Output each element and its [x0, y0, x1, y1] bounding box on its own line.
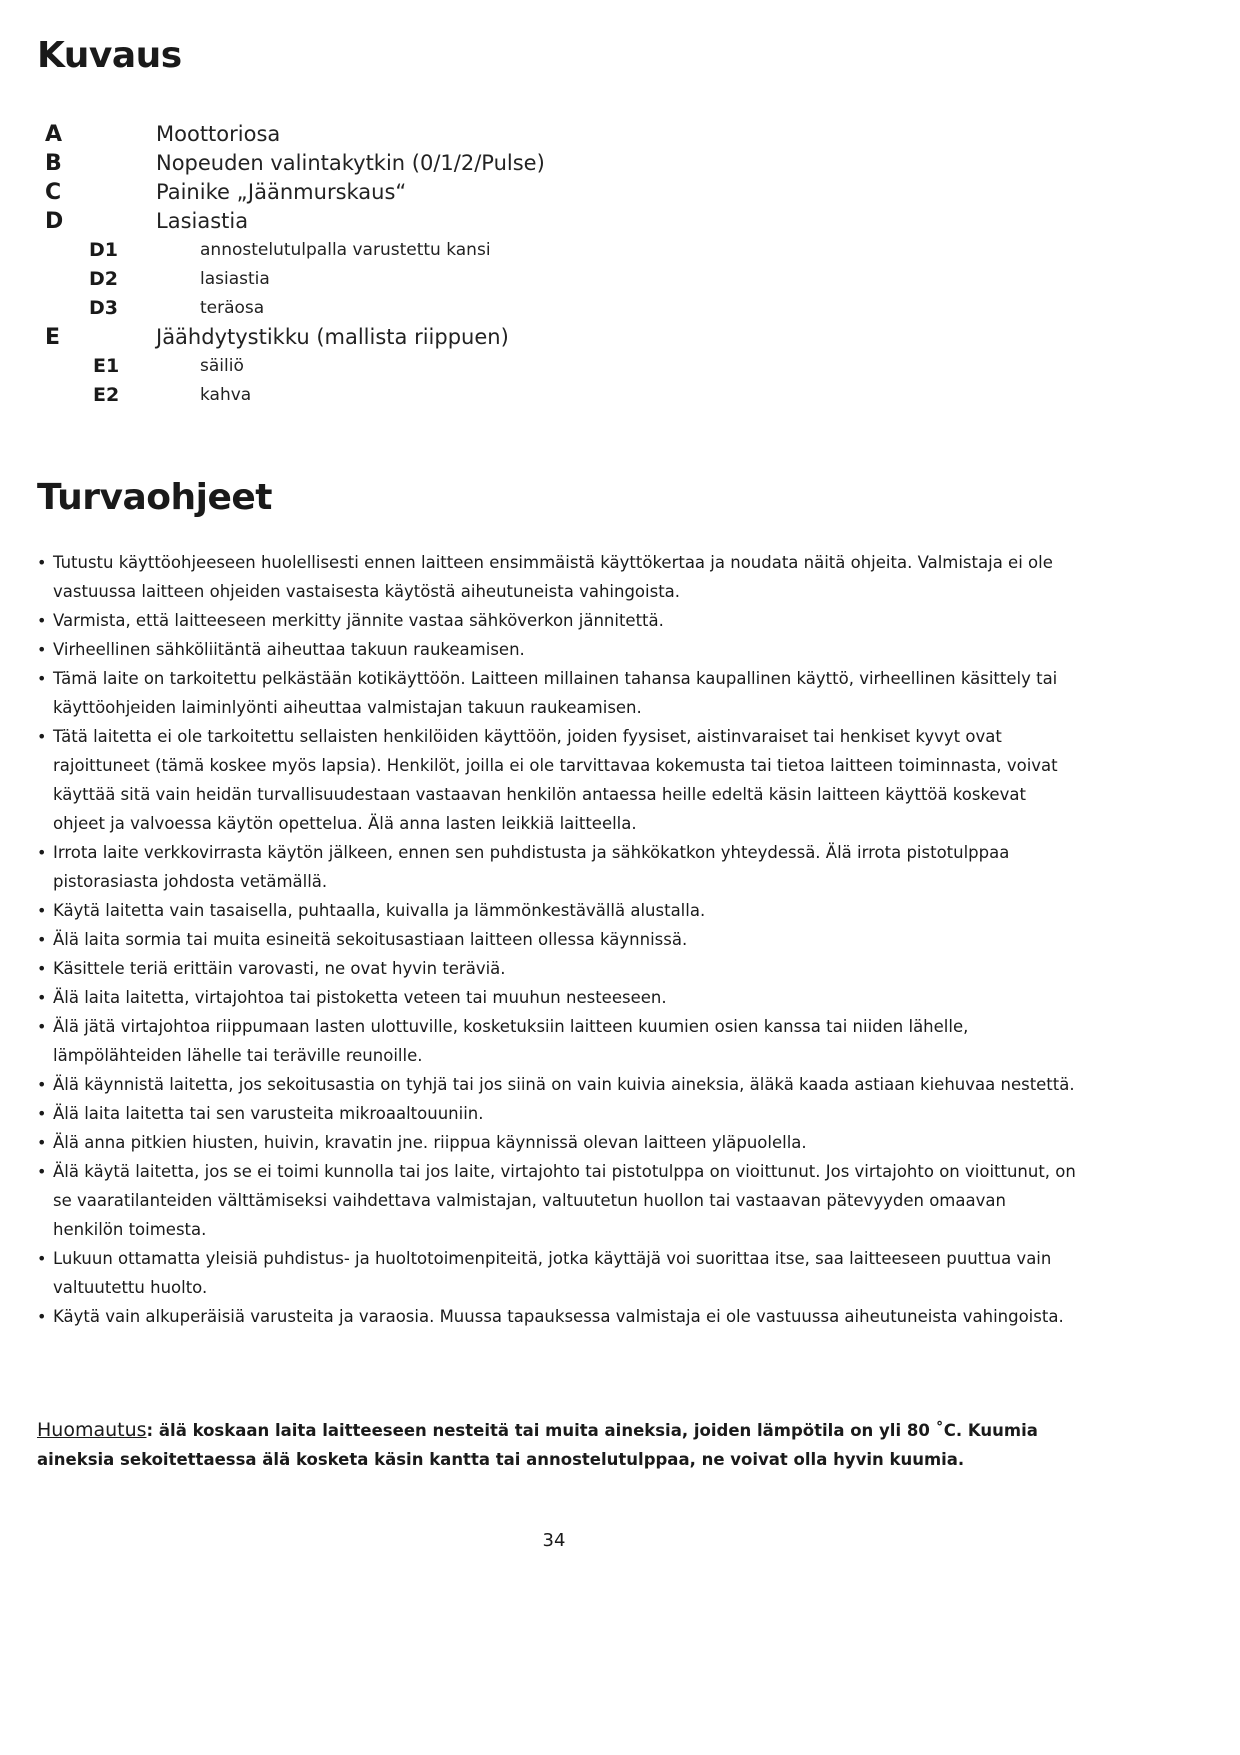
note-colon: : [146, 1421, 154, 1440]
safety-item: • Älä jätä virtajohtoa riippumaan lasten ulottuville, kosketuksiin laitteen kuumien osien kanssa tai niiden lähelle, lämpölähteiden lähelle tai teräville reunoille. [37, 1012, 1077, 1070]
section-title-kuvaus: Kuvaus [37, 35, 182, 76]
subpart-letter: D3 [89, 297, 118, 319]
subpart-item-d3 [0, 294, 700, 323]
subpart-item-e1 [0, 352, 700, 381]
safety-item: • Varmista, että laitteeseen merkitty jännite vastaa sähköverkon jännitettä. [37, 606, 1077, 635]
part-item-c [0, 178, 700, 207]
safety-item: • Älä laita sormia tai muita esineitä sekoitusastiaan laitteen ollessa käynnissä. [37, 925, 1077, 954]
page-number: 34 [542, 1530, 566, 1551]
section-title-turvaohjeet: Turvaohjeet [37, 477, 272, 518]
warning-note [37, 1416, 1077, 1474]
safety-item: • Lukuun ottamatta yleisiä puhdistus- ja huoltotoimenpiteitä, jotka käyttäjä voi suorittaa itse, saa laitteeseen puuttua vain valtuutettu huolto. [37, 1244, 1077, 1302]
subpart-item-e2 [0, 381, 700, 410]
part-letter: E [45, 325, 61, 350]
safety-item: • Käsittele teriä erittäin varovasti, ne ovat hyvin teräviä. [37, 954, 1077, 983]
note-label: Huomautus [37, 1419, 147, 1441]
subpart-label: teräosa [200, 298, 265, 318]
subpart-item-d1 [0, 236, 700, 265]
safety-item: • Irrota laite verkkovirrasta käytön jälkeen, ennen sen puhdistusta ja sähkökatkon yhteydessä. Älä irrota pistotulppaa pistorasiasta johdosta vetämällä. [37, 838, 1077, 896]
subpart-letter: D1 [89, 239, 118, 261]
subpart-letter: E1 [93, 355, 120, 377]
part-letter: C [45, 180, 62, 205]
safety-item: • Käytä laitetta vain tasaisella, puhtaalla, kuivalla ja lämmönkestävällä alustalla. [37, 896, 1077, 925]
part-label: Moottoriosa [156, 122, 281, 146]
safety-item: • Tutustu käyttöohjeeseen huolellisesti ennen laitteen ensimmäistä käyttökertaa ja noudata näitä ohjeita. Valmistaja ei ole vastuussa laitteen ohjeiden vastaisesta käytöstä aiheutuneista vahingoista. [37, 548, 1077, 606]
note-text: älä koskaan laita laitteeseen nesteitä tai muita aineksia, joiden lämpötila on yli 80 ˚C. Kuumia aineksia sekoitettaessa älä kosketa käsin kantta tai annostelutulppaa, ne voivat olla hyvin kuumia. [37, 1421, 1038, 1469]
part-item-e [0, 323, 700, 352]
part-label: Painike „Jäänmurskaus“ [156, 180, 407, 204]
safety-item: • Virheellinen sähköliitäntä aiheuttaa takuun raukeamisen. [37, 635, 1077, 664]
subpart-item-d2 [0, 265, 700, 294]
subpart-label: lasiastia [200, 269, 270, 289]
subpart-label: kahva [200, 385, 252, 405]
part-label: Lasiastia [156, 209, 249, 233]
subpart-letter: E2 [93, 384, 120, 406]
part-letter: B [45, 151, 62, 176]
safety-item: • Tätä laitetta ei ole tarkoitettu sellaisten henkilöiden käyttöön, joiden fyysiset, aistinvaraiset tai henkiset kyvyt ovat rajoittuneet (tämä koskee myös lapsia). Henkilöt, joilla ei ole tarvittavaa kokemusta tai tietoa laitteen toiminnasta, voivat käyttää sitä vain heidän turvallisuudestaan vastaavan henkilön antaessa heille edeltä käsin laitteen käyttöä koskevat ohjeet ja valvoessa käytön opettelua. Älä anna lasten leikkiä laitteella. [37, 722, 1077, 838]
safety-item: • Älä käynnistä laitetta, jos sekoitusastia on tyhjä tai jos siinä on vain kuivia aineksia, äläkä kaada astiaan kiehuvaa nestettä. [37, 1070, 1077, 1099]
safety-item: • Älä laita laitetta, virtajohtoa tai pistoketta veteen tai muuhun nesteeseen. [37, 983, 1077, 1012]
subpart-label: säiliö [200, 356, 244, 376]
subpart-letter: D2 [89, 268, 118, 290]
part-item-b [0, 149, 700, 178]
part-item-d [0, 207, 700, 236]
part-label: Jäähdytystikku (mallista riippuen) [156, 325, 509, 349]
safety-item: • Älä käytä laitetta, jos se ei toimi kunnolla tai jos laite, virtajohto tai pistotulppa on vioittunut. Jos virtajohto on vioittunut, on se vaaratilanteiden välttämiseksi vaihdettava valmistajan, valtuutetun huollon tai vastaavan pätevyyden omaavan henkilön toimesta. [37, 1157, 1077, 1244]
safety-item: • Älä laita laitetta tai sen varusteita mikroaaltouuniin. [37, 1099, 1077, 1128]
part-item-a [0, 120, 700, 149]
part-label: Nopeuden valintakytkin (0/1/2/Pulse) [156, 151, 545, 175]
subpart-label: annostelutulpalla varustettu kansi [200, 240, 491, 260]
safety-item: • Käytä vain alkuperäisiä varusteita ja varaosia. Muussa tapauksessa valmistaja ei ole vastuussa aiheutuneista vahingoista. [37, 1302, 1077, 1331]
safety-item: • Tämä laite on tarkoitettu pelkästään kotikäyttöön. Laitteen millainen tahansa kaupallinen käyttö, virheellinen käsittely tai käyttöohjeiden laiminlyönti aiheuttaa valmistajan takuun raukeamisen. [37, 664, 1077, 722]
part-letter: D [45, 209, 64, 234]
safety-item: • Älä anna pitkien hiusten, huivin, kravatin jne. riippua käynnissä olevan laitteen yläpuolella. [37, 1128, 1077, 1157]
safety-instructions-list [37, 548, 1077, 1331]
part-letter: A [45, 122, 63, 147]
